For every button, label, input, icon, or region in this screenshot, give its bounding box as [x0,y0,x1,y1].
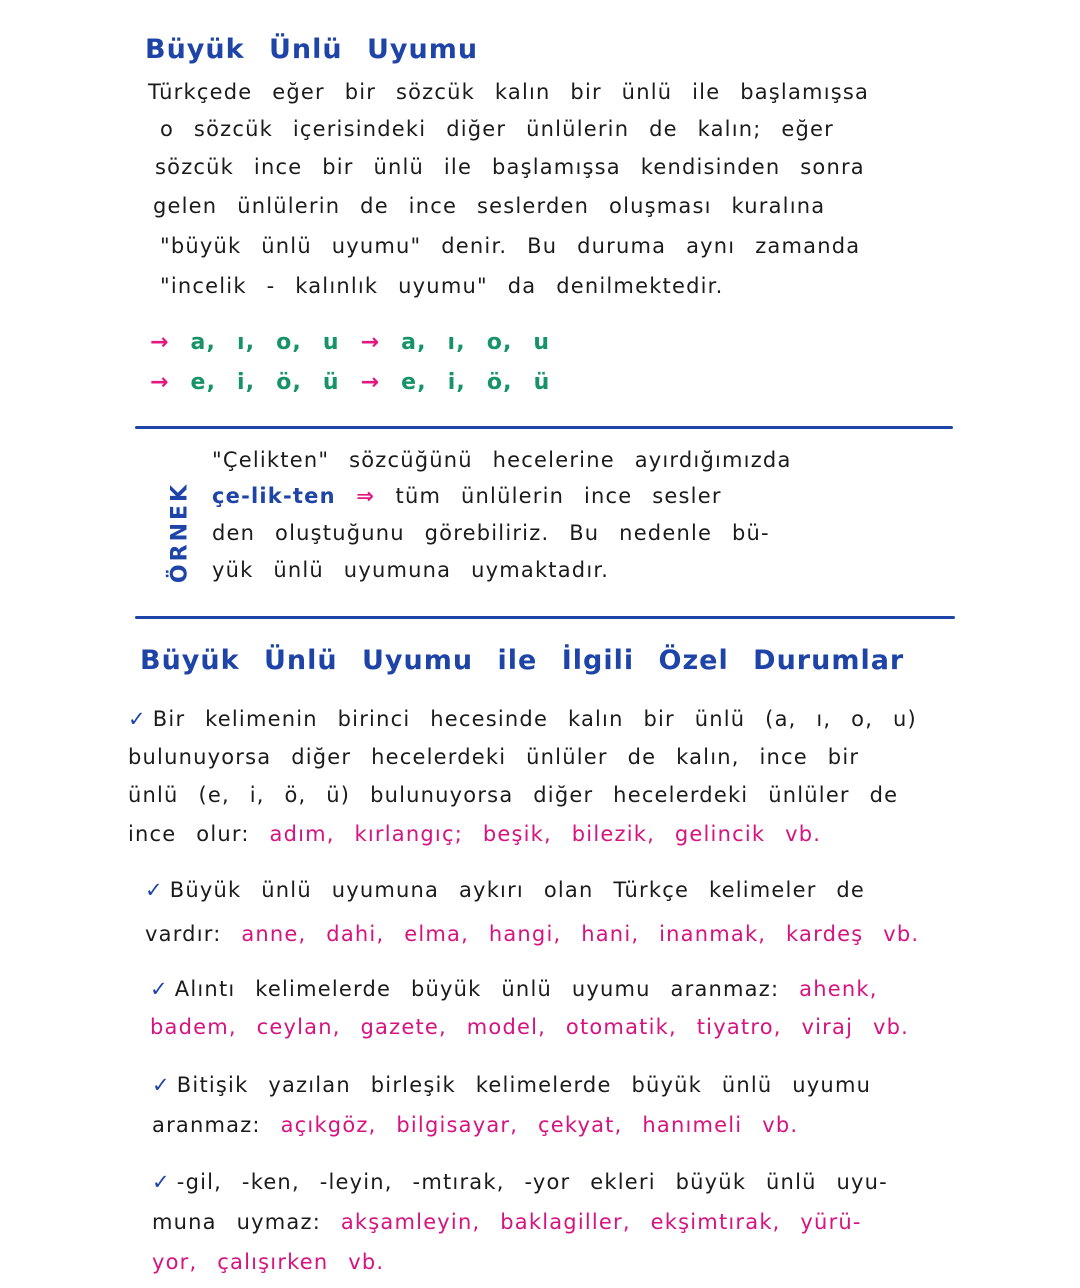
arrow-icon: ⇒ [356,484,396,508]
text-segment: bulunuyorsa diğer hecelerdeki ünlüler de kalın, ince bir [128,745,860,769]
text-segment: -gil, -ken, -leyin, -mtırak, -yor ekleri büyük ünlü uyu- [176,1170,888,1194]
example-words: badem, ceylan, gazete, model, otomatik, tiyatro, viraj vb. [150,1015,910,1039]
example-label: ÖRNEK [167,481,193,584]
text-segment: a, ı, o, u [190,330,361,355]
text-segment: ince olur: [128,822,270,846]
text-segment: e, i, ö, ü [190,370,361,395]
text-line [145,878,865,902]
text-segment: den oluştuğunu görebiliriz. Bu nedenle bü- [212,521,770,545]
example-words: ahenk, [799,977,878,1001]
text-line [212,448,792,472]
text-segment: gelen ünlülerin de ince seslerden oluşması kuralına [153,194,826,218]
text-segment: a, ı, o, u [401,330,551,355]
section-title: Büyük Ünlü Uyumu [145,34,479,65]
text-segment: Bitişik yazılan birleşik kelimelerde büyük ünlü uyumu [176,1073,872,1097]
text-line [128,783,898,807]
text-line [152,1113,798,1137]
text-segment: sözcük ince bir ünlü ile başlamışsa kendisinden sonra [155,155,865,179]
text-segment: çe-lik-ten [212,484,357,508]
arrow-icon: → [360,330,402,355]
example-words: yor, çalışırken vb. [152,1250,385,1274]
text-segment: aranmaz: [152,1113,281,1137]
text-segment: o sözcük içerisindeki diğer ünlülerin de kalın; eğer [160,117,835,141]
text-line [153,194,825,218]
text-line [160,234,860,258]
text-line [128,707,917,731]
arrow-icon: → [360,370,402,395]
special-cases-title: Büyük Ünlü Uyumu ile İlgili Özel Durumlar [140,645,905,676]
arrow-icon: → [150,330,191,355]
text-segment: Bir kelimenin birinci hecesinde kalın bir ünlü (a, ı, o, u) [152,707,917,731]
text-line [212,521,770,545]
text-line [128,745,859,769]
text-line [128,822,821,846]
text-line [160,117,834,141]
text-line [150,977,878,1001]
text-line [152,1073,871,1097]
text-segment: Büyük ünlü uyumuna aykırı olan Türkçe kelimeler de [169,878,866,902]
text-line [148,80,869,104]
text-line [150,330,550,355]
example-words: adım, kırlangıç; beşik, bilezik, gelincik vb. [269,822,822,846]
text-line [155,155,865,179]
text-line [212,484,722,508]
text-segment: tüm ünlülerin ince sesler [395,484,722,508]
text-segment: muna uymaz: [152,1210,341,1234]
text-segment: "büyük ünlü uyumu" denir. Bu duruma aynı zamanda [160,234,861,258]
text-segment: ünlü (e, i, ö, ü) bulunuyorsa diğer hecelerdeki ünlüler de [128,783,899,807]
text-segment: "incelik - kalınlık uyumu" da denilmektedir. [160,274,724,298]
check-icon: ✓ [128,707,147,731]
arrow-icon: → [150,370,191,395]
text-segment: Türkçede eğer bir sözcük kalın bir ünlü ile başlamışsa [148,80,870,104]
example-words: açıkgöz, bilgisayar, çekyat, hanımeli vb. [280,1113,799,1137]
text-line [152,1250,384,1274]
text-line [152,1210,862,1234]
example-words: akşamleyin, baklagiller, ekşimtırak, yürü- [340,1210,862,1234]
text-segment: Alıntı kelimelerde büyük ünlü uyumu aranmaz: [174,977,800,1001]
text-segment: vardır: [145,922,242,946]
text-segment: "Çelikten" sözcüğünü hecelerine ayırdığımızda [212,448,792,472]
text-line [160,274,723,298]
text-line [150,1015,909,1039]
text-segment: yük ünlü uyumuna uymaktadır. [212,558,610,582]
text-line [212,558,609,582]
check-icon: ✓ [152,1073,171,1097]
divider [135,426,953,429]
text-line [145,922,919,946]
text-line [150,370,550,395]
text-segment: e, i, ö, ü [401,370,551,395]
check-icon: ✓ [145,878,164,902]
example-words: anne, dahi, elma, hangi, hani, inanmak, kardeş vb. [241,922,920,946]
text-line [152,1170,888,1194]
check-icon: ✓ [152,1170,171,1194]
check-icon: ✓ [150,977,169,1001]
divider [135,616,955,619]
